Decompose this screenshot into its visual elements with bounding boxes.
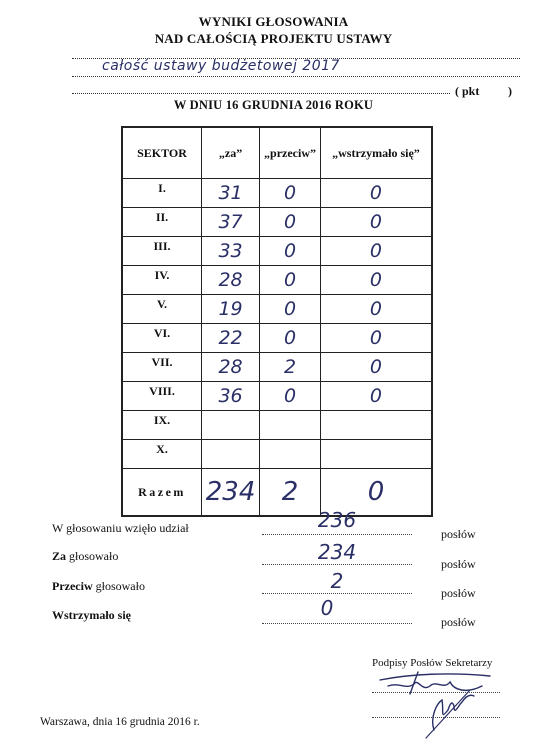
przeciw-summary-unit: posłów <box>441 586 476 600</box>
wstrzymalo-cell: 0 <box>320 208 432 237</box>
handwritten-signatures <box>370 660 510 740</box>
date-heading: W DNIU 16 GRUDNIA 2016 ROKU <box>173 98 374 112</box>
za-cell: 37 <box>202 208 260 237</box>
sektor-cell: VI. <box>122 324 202 353</box>
table-row <box>122 324 432 353</box>
document-title: WYNIKI GŁOSOWANIA <box>198 14 349 29</box>
wstrzymalo-cell <box>320 411 432 440</box>
za-summary-label <box>52 549 118 564</box>
za-summary-dots <box>262 564 412 565</box>
wstrzymalo-summary-label <box>52 608 131 623</box>
przeciw-summary-label <box>52 579 145 594</box>
wstrzymalo-cell: 0 <box>320 179 432 208</box>
przeciw-cell: 0 <box>260 295 321 324</box>
przeciw-cell: 0 <box>260 179 321 208</box>
wstrzymalo-cell <box>320 440 432 469</box>
dotted-line-2 <box>72 76 520 77</box>
przeciw-summary-dots <box>262 593 412 594</box>
wstrzymalo-summary-unit: posłów <box>441 615 476 629</box>
place-date: Warszawa, dnia 16 grudnia 2016 r. <box>40 716 200 728</box>
sektor-cell: VIII. <box>122 382 202 411</box>
przeciw-cell: 0 <box>260 208 321 237</box>
participated-label: W głosowaniu wzięło udział <box>52 521 189 535</box>
przeciw-cell: 0 <box>260 266 321 295</box>
table-row <box>122 382 432 411</box>
dotted-line-3 <box>72 93 450 94</box>
sektor-cell: IV. <box>122 266 202 295</box>
sektor-cell: II. <box>122 208 202 237</box>
wstrzymalo-cell: 0 <box>320 295 432 324</box>
przeciw-summary-label-bold: Przeciw <box>52 579 93 593</box>
participated-dots <box>262 534 412 535</box>
header-wstrzymalo: „wstrzymało się” <box>320 127 432 179</box>
participated-unit: posłów <box>441 527 476 541</box>
sektor-cell: VII. <box>122 353 202 382</box>
total-za: 234 <box>202 469 260 517</box>
results-table <box>121 126 433 517</box>
przeciw-cell <box>260 440 321 469</box>
wstrzymalo-cell: 0 <box>320 382 432 411</box>
sektor-cell: I. <box>122 179 202 208</box>
header-przeciw: „przeciw” <box>260 127 321 179</box>
za-cell <box>202 440 260 469</box>
za-summary-label-bold: Za <box>52 549 67 563</box>
za-cell: 33 <box>202 237 260 266</box>
przeciw-summary-label-rest: głosowało <box>92 579 145 593</box>
table-row <box>122 353 432 382</box>
za-summary-value: 234 <box>317 540 357 564</box>
wstrzymalo-summary-dots <box>262 623 412 624</box>
wstrzymalo-cell: 0 <box>320 237 432 266</box>
pkt-close: ) <box>508 84 512 98</box>
sektor-cell: III. <box>122 237 202 266</box>
wstrzymalo-cell: 0 <box>320 266 432 295</box>
za-cell: 28 <box>202 266 260 295</box>
header-za: „za” <box>202 127 260 179</box>
za-cell: 36 <box>202 382 260 411</box>
table-row <box>122 295 432 324</box>
za-cell: 28 <box>202 353 260 382</box>
sektor-cell: V. <box>122 295 202 324</box>
przeciw-cell: 0 <box>260 237 321 266</box>
wstrzymalo-cell: 0 <box>320 353 432 382</box>
table-row <box>122 266 432 295</box>
za-summary-label-rest: głosowało <box>66 549 119 563</box>
za-cell: 31 <box>202 179 260 208</box>
table-header-row <box>122 127 432 179</box>
handwritten-subject: całość ustawy budżetowej 2017 <box>102 58 340 74</box>
sektor-cell: X. <box>122 440 202 469</box>
table-row <box>122 440 432 469</box>
participated-value: 236 <box>317 508 357 532</box>
table-row <box>122 411 432 440</box>
za-cell <box>202 411 260 440</box>
przeciw-cell: 2 <box>260 353 321 382</box>
signatures-label: Podpisy Posłów Sekretarzy <box>372 657 493 669</box>
wstrzymalo-summary-label-bold: Wstrzymało się <box>52 608 131 622</box>
pkt-label: ( pkt <box>455 84 480 98</box>
za-cell: 19 <box>202 295 260 324</box>
za-cell: 22 <box>202 324 260 353</box>
przeciw-cell: 0 <box>260 324 321 353</box>
table-row <box>122 179 432 208</box>
total-label: Razem <box>122 469 202 517</box>
za-summary-unit: posłów <box>441 557 476 571</box>
sektor-cell: IX. <box>122 411 202 440</box>
total-wstrzymalo: 0 <box>320 469 432 517</box>
document-subtitle: NAD CAŁOŚCIĄ PROJEKTU USTAWY <box>154 31 393 46</box>
wstrzymalo-cell: 0 <box>320 324 432 353</box>
wstrzymalo-summary-value: 0 <box>320 596 334 620</box>
przeciw-cell: 0 <box>260 382 321 411</box>
header-sektor: SEKTOR <box>122 127 202 179</box>
total-przeciw: 2 <box>260 469 321 517</box>
table-row <box>122 208 432 237</box>
przeciw-cell <box>260 411 321 440</box>
table-row <box>122 237 432 266</box>
przeciw-summary-value: 2 <box>330 569 344 593</box>
